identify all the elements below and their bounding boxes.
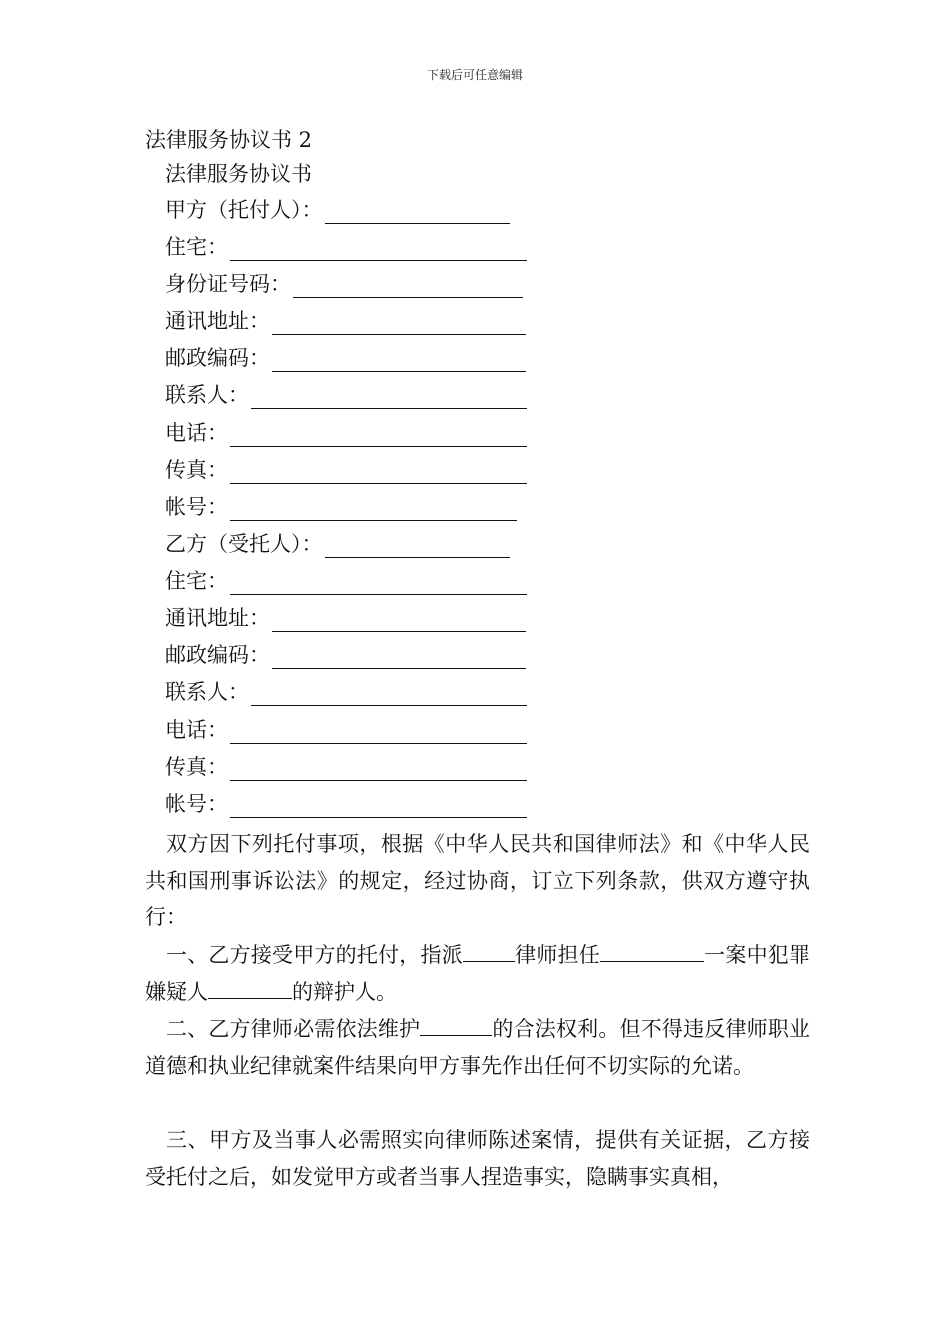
field-label: 传真： [165,458,228,482]
field-label: 通讯地址： [165,606,270,630]
party-a-postcode-field [165,344,526,372]
field-label: 帐号： [165,495,228,519]
party-b-address-field [165,604,526,632]
clause-2 [145,1011,810,1084]
field-label: 传真： [165,755,228,779]
party-b-blank[interactable] [325,535,510,558]
input-blank[interactable] [251,683,527,706]
party-a-field [165,196,510,224]
input-blank[interactable] [230,795,527,818]
field-label: 邮政编码： [165,346,270,370]
party-b-account-field [165,790,527,818]
document-title: 法律服务协议书 2 [145,128,313,152]
clause-3: 三、甲方及当事人必需照实向律师陈述案情，提供有关证据，乙方接受托付之后，如发觉甲方或者当事人捏造事实，隐瞒事实真相， [145,1128,810,1189]
input-blank[interactable] [230,238,527,261]
field-label: 联系人： [165,383,249,407]
subtitle [165,160,312,188]
party-b-fax-field [165,753,527,781]
input-blank[interactable] [272,312,526,335]
party-b-label: 乙方（受托人）： [165,532,323,556]
clause-1-text: 的辩护人。 [292,979,397,1004]
input-blank[interactable] [230,572,527,595]
clause-2-text: 二、乙方律师必需依法维护 [166,1017,421,1041]
party-a-contact-field [165,381,527,409]
party-b-postcode-field [165,641,526,669]
clause-1-text: 一、乙方接受甲方的托付，指派 [166,943,463,967]
input-blank[interactable] [420,1017,492,1036]
party-a-residence-field [165,233,527,261]
intro-paragraph: 双方因下列托付事项，根据《中华人民共和国律师法》和《中华人民共和国刑事诉讼法》的规定，经过协商，订立下列条款，供双方遵守执行： [145,832,810,929]
field-label: 联系人： [165,680,249,704]
party-a-fax-field [165,456,527,484]
clause-2-text: 的合法权利。但不得违反律师职业道德和执业纪律就案件结果向甲方事先作出任何不切实际的允诺。 [145,1017,811,1078]
clause-1-text: 一案中犯罪嫌疑人 [145,943,811,1004]
party-a-address-field [165,307,526,335]
input-blank[interactable] [230,424,527,447]
input-blank[interactable] [272,646,526,669]
field-label: 住宅： [165,569,228,593]
party-b-field [165,530,510,558]
input-blank[interactable] [463,943,515,962]
input-blank[interactable] [230,721,527,744]
party-a-id-field [165,270,523,298]
field-label: 电话： [165,718,228,742]
field-label: 住宅： [165,235,228,259]
party-b-contact-field [165,678,527,706]
field-label: 邮政编码： [165,643,270,667]
clause-1 [145,937,810,1010]
party-b-phone-field [165,716,527,744]
input-blank[interactable] [208,980,292,999]
party-b-residence-field [165,567,527,595]
party-a-phone-field [165,419,527,447]
input-blank[interactable] [272,609,526,632]
field-label: 帐号： [165,792,228,816]
input-blank[interactable] [230,498,517,521]
party-a-account-field [165,493,517,521]
input-blank[interactable] [230,758,527,781]
field-label: 身份证号码： [165,272,291,296]
input-blank[interactable] [293,275,523,298]
input-blank[interactable] [230,461,527,484]
input-blank[interactable] [251,386,527,409]
input-blank[interactable] [600,943,704,962]
page-header: 下载后可任意编辑 [426,68,523,82]
input-blank[interactable] [272,349,526,372]
party-a-label: 甲方（托付人）： [165,198,323,222]
party-a-blank[interactable] [325,201,510,224]
subtitle-text: 法律服务协议书 [165,162,312,186]
field-label: 电话： [165,421,228,445]
field-label: 通讯地址： [165,309,270,333]
clause-1-text: 律师担任 [514,943,600,967]
